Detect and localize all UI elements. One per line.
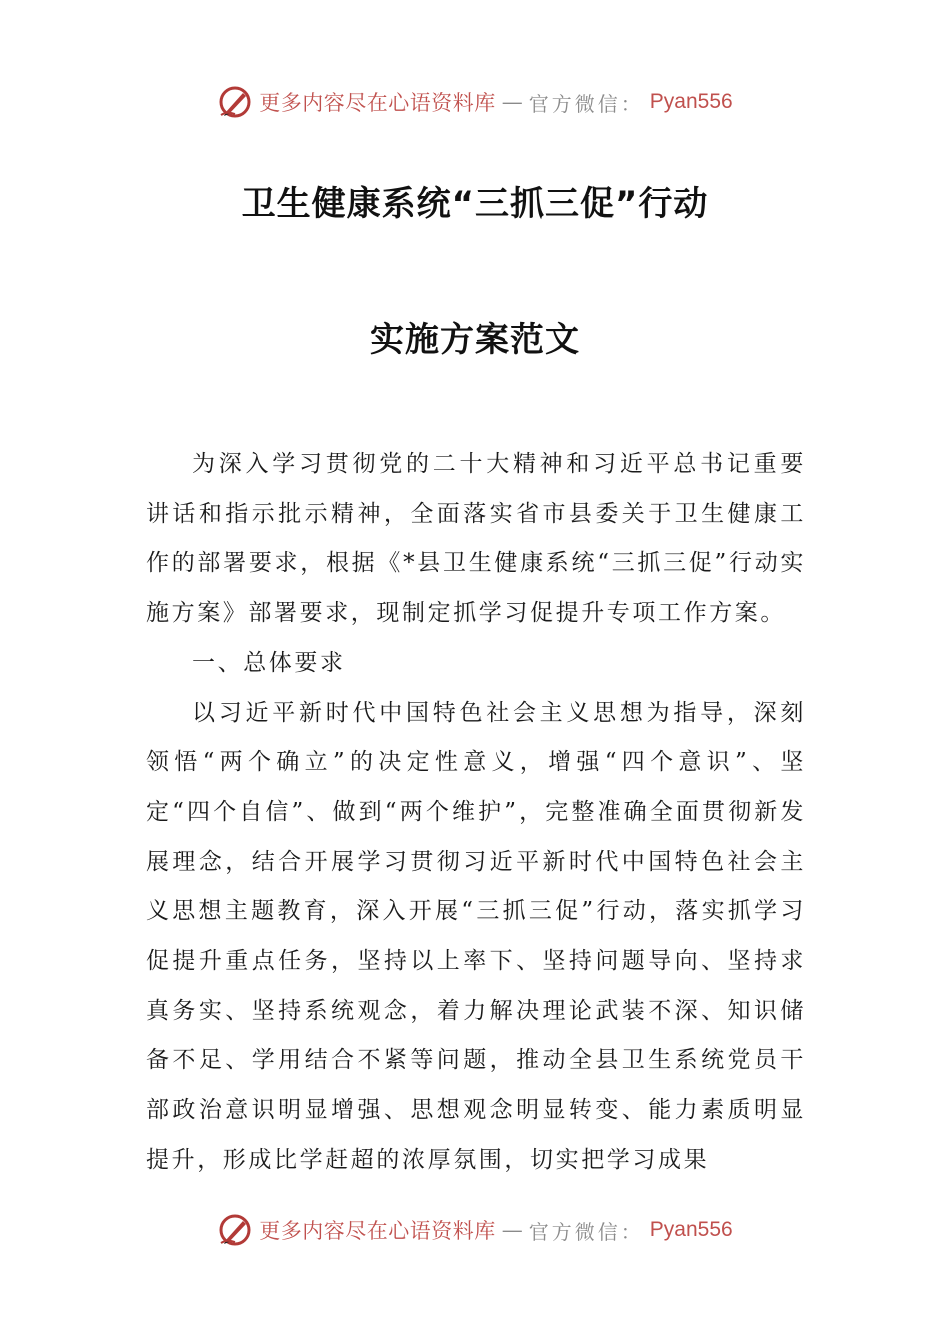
footer-watermark-banner <box>0 1208 950 1252</box>
pen-circle-icon <box>217 1212 253 1248</box>
banner-wechat-id: Pyan556 <box>649 90 733 113</box>
section-heading: 一、总体要求 <box>192 649 346 676</box>
banner-inner <box>217 84 732 120</box>
document-title-line-2: 实施方案范文 <box>370 320 580 360</box>
banner-main-text: 更多内容尽在心语资料库 <box>259 1219 496 1243</box>
banner-dash: — <box>501 90 523 114</box>
banner-inner <box>217 1212 732 1248</box>
banner-wechat-label: 官方微信： <box>528 91 644 116</box>
banner-wechat-label: 官方微信： <box>528 1219 644 1244</box>
banner-main-text: 更多内容尽在心语资料库 <box>259 91 496 115</box>
document-title-line-1: 卫生健康系统“三抓三促”行动 <box>241 184 709 224</box>
section-paragraph: 以习近平新时代中国特色社会主义思想为指导，深刻领悟“两个确立”的决定性意义，增强“四个意识”、坚定“四个自信”、做到“两个维护”，完整准确全面贯彻新发展理念，结合开展学习贯彻习近平新时代中国特色社会主义思想主题教育，深入开展“三抓三促”行动，落实抓学习促提升重点任务，坚持以上率下、坚持问题导向、坚持求真务实、坚持系统观念，着力解决理论武装不深、知识储备不足、学用结合不紧等问题，推动全县卫生系统党员干部政治意识明显增强、思想观念明显转变、能力素质明显提升，形成比学赶超的浓厚氛围，切实把学习成果 <box>146 699 806 1173</box>
document-body <box>146 440 806 1186</box>
banner-dash: — <box>501 1218 523 1242</box>
banner-wechat-id: Pyan556 <box>649 1218 733 1241</box>
header-watermark-banner <box>0 80 950 124</box>
pen-circle-icon <box>217 84 253 120</box>
intro-paragraph: 为深入学习贯彻党的二十大精神和习近平总书记重要讲话和指示批示精神，全面落实省市县委关于卫生健康工作的部署要求，根据《*县卫生健康系统“三抓三促”行动实施方案》部署要求，现制定抓学习促提升专项工作方案。 <box>146 451 806 627</box>
